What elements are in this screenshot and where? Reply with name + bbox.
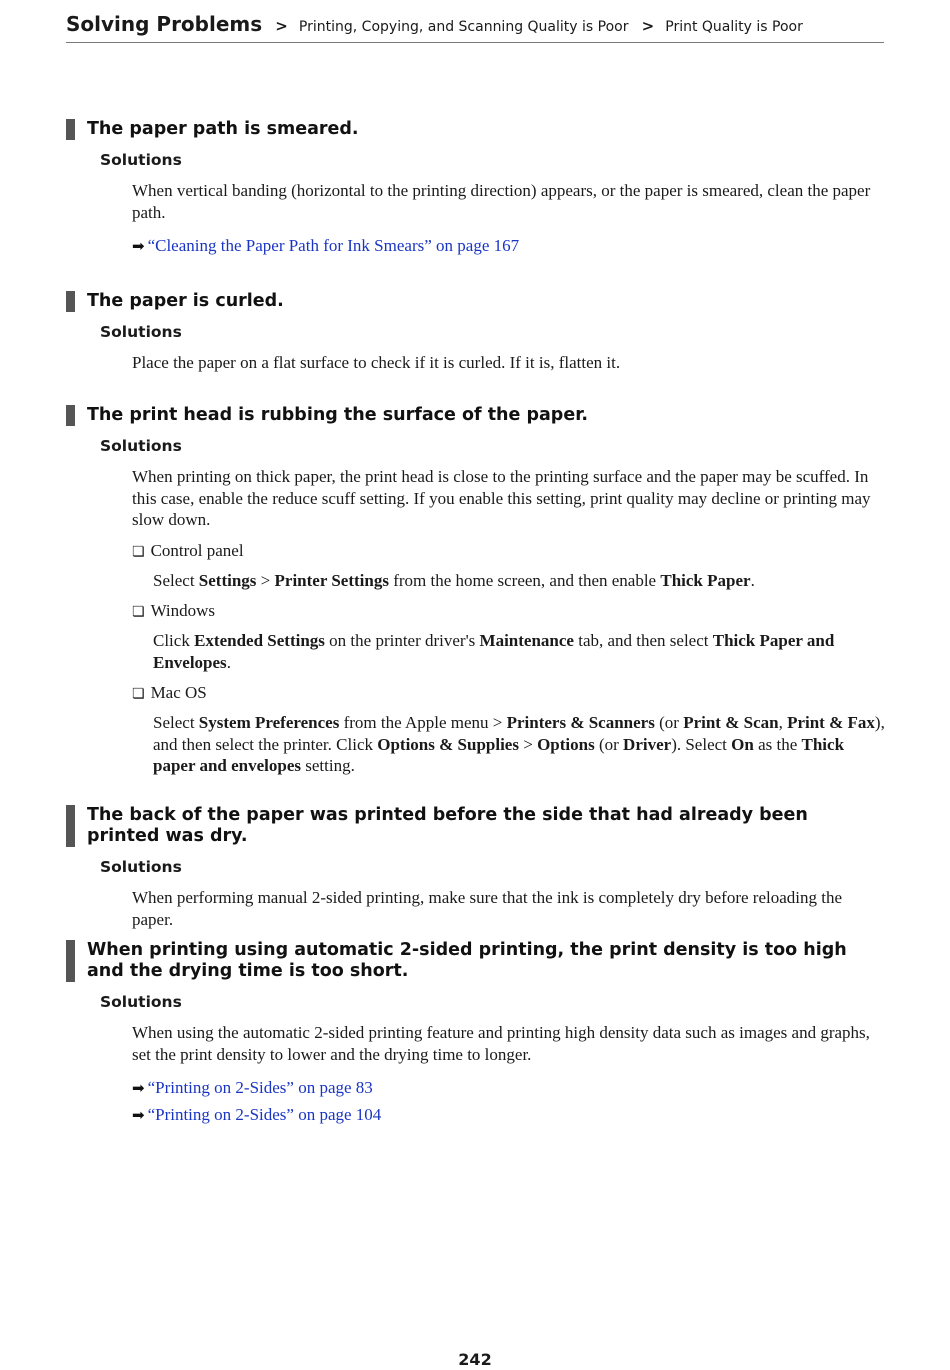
solutions-label: Solutions (100, 993, 182, 1011)
checkbox-bullet-icon: ❏ (132, 686, 145, 702)
section-auto-2-sided-density (66, 940, 886, 1126)
list-item-description: Click Extended Settings on the printer driver's Maintenance tab, and then select Thick Paper and Envelopes. (153, 631, 835, 672)
heading-bar (66, 291, 75, 312)
list-item: ❏ Control panel (132, 540, 244, 560)
breadcrumb-separator: > (275, 17, 288, 35)
solution-text: Place the paper on a flat surface to check if it is curled. If it is, flatten it. (132, 353, 621, 372)
page-header (66, 12, 884, 43)
heading-bar (66, 940, 75, 982)
solution-text: When performing manual 2-sided printing, make sure that the ink is completely dry before reloading the paper. (132, 888, 843, 929)
list-item: ❏ Windows (132, 601, 216, 620)
list-item-description: Select Settings > Printer Settings from the home screen, and then enable Thick Paper. (153, 570, 755, 590)
breadcrumb-section: Printing, Copying, and Scanning Quality is Poor (298, 19, 629, 35)
page-number: 242 (458, 1350, 492, 1369)
solution-text: When using the automatic 2-sided printing feature and printing high density data such as images and graphs, set the print density to lower and the drying time to longer. (132, 1023, 870, 1064)
section-heading: The print head is rubbing the surface of the paper. (66, 405, 886, 426)
solutions-label: Solutions (100, 323, 182, 341)
section-heading: The paper path is smeared. (66, 119, 886, 140)
breadcrumb-topic: Print Quality is Poor (665, 19, 803, 35)
solution-text: When printing on thick paper, the print head is close to the printing surface and the paper may be scuffed. In this case, enable the reduce scuff setting. If you enable this setting, print quality may decline or printing may slow down. (132, 467, 871, 529)
solutions-label: Solutions (100, 858, 182, 876)
list-item: ❏ Mac OS (132, 683, 207, 702)
arrow-right-icon: ➡ (132, 1106, 145, 1124)
heading-bar (66, 405, 75, 426)
link-printing-2-sides-page-83[interactable]: ➡ “Printing on 2-Sides” on page 83 (132, 1078, 373, 1097)
section-paper-path-smeared (66, 119, 886, 257)
checkbox-bullet-icon: ❏ (132, 604, 145, 620)
section-paper-curled (66, 291, 886, 374)
section-heading: The paper is curled. (66, 291, 886, 312)
breadcrumb-separator: > (641, 17, 655, 35)
chapter-title: Solving Problems (66, 12, 263, 36)
section-back-printed-before-dry (66, 805, 886, 930)
list-item-description: Select System Preferences from the Apple menu > Printers & Scanners (or Print & Scan, Print & Fax), and then select the printer. Click Options & Supplies > Options (or Driver). Select On as the Thick paper and envelopes setting. (153, 713, 885, 775)
checkbox-bullet-icon: ❏ (132, 543, 145, 560)
solution-text: When vertical banding (horizontal to the printing direction) appears, or the paper is smeared, clean the paper path. (132, 181, 871, 222)
arrow-right-icon: ➡ (132, 1079, 145, 1097)
link-cleaning-paper-path[interactable]: ➡ “Cleaning the Paper Path for Ink Smears” on page 167 (132, 236, 520, 255)
solutions-label: Solutions (100, 437, 182, 455)
link-printing-2-sides-page-104[interactable]: ➡ “Printing on 2-Sides” on page 104 (132, 1105, 382, 1124)
arrow-right-icon: ➡ (132, 237, 145, 255)
solutions-label: Solutions (100, 151, 182, 169)
heading-bar (66, 119, 75, 140)
heading-bar (66, 805, 75, 847)
section-heading: The back of the paper was printed before the side that had already been printed was dry. (66, 805, 886, 847)
section-print-head-rubbing (66, 405, 886, 777)
section-heading: When printing using automatic 2-sided printing, the print density is too high and the drying time is too short. (66, 940, 886, 982)
